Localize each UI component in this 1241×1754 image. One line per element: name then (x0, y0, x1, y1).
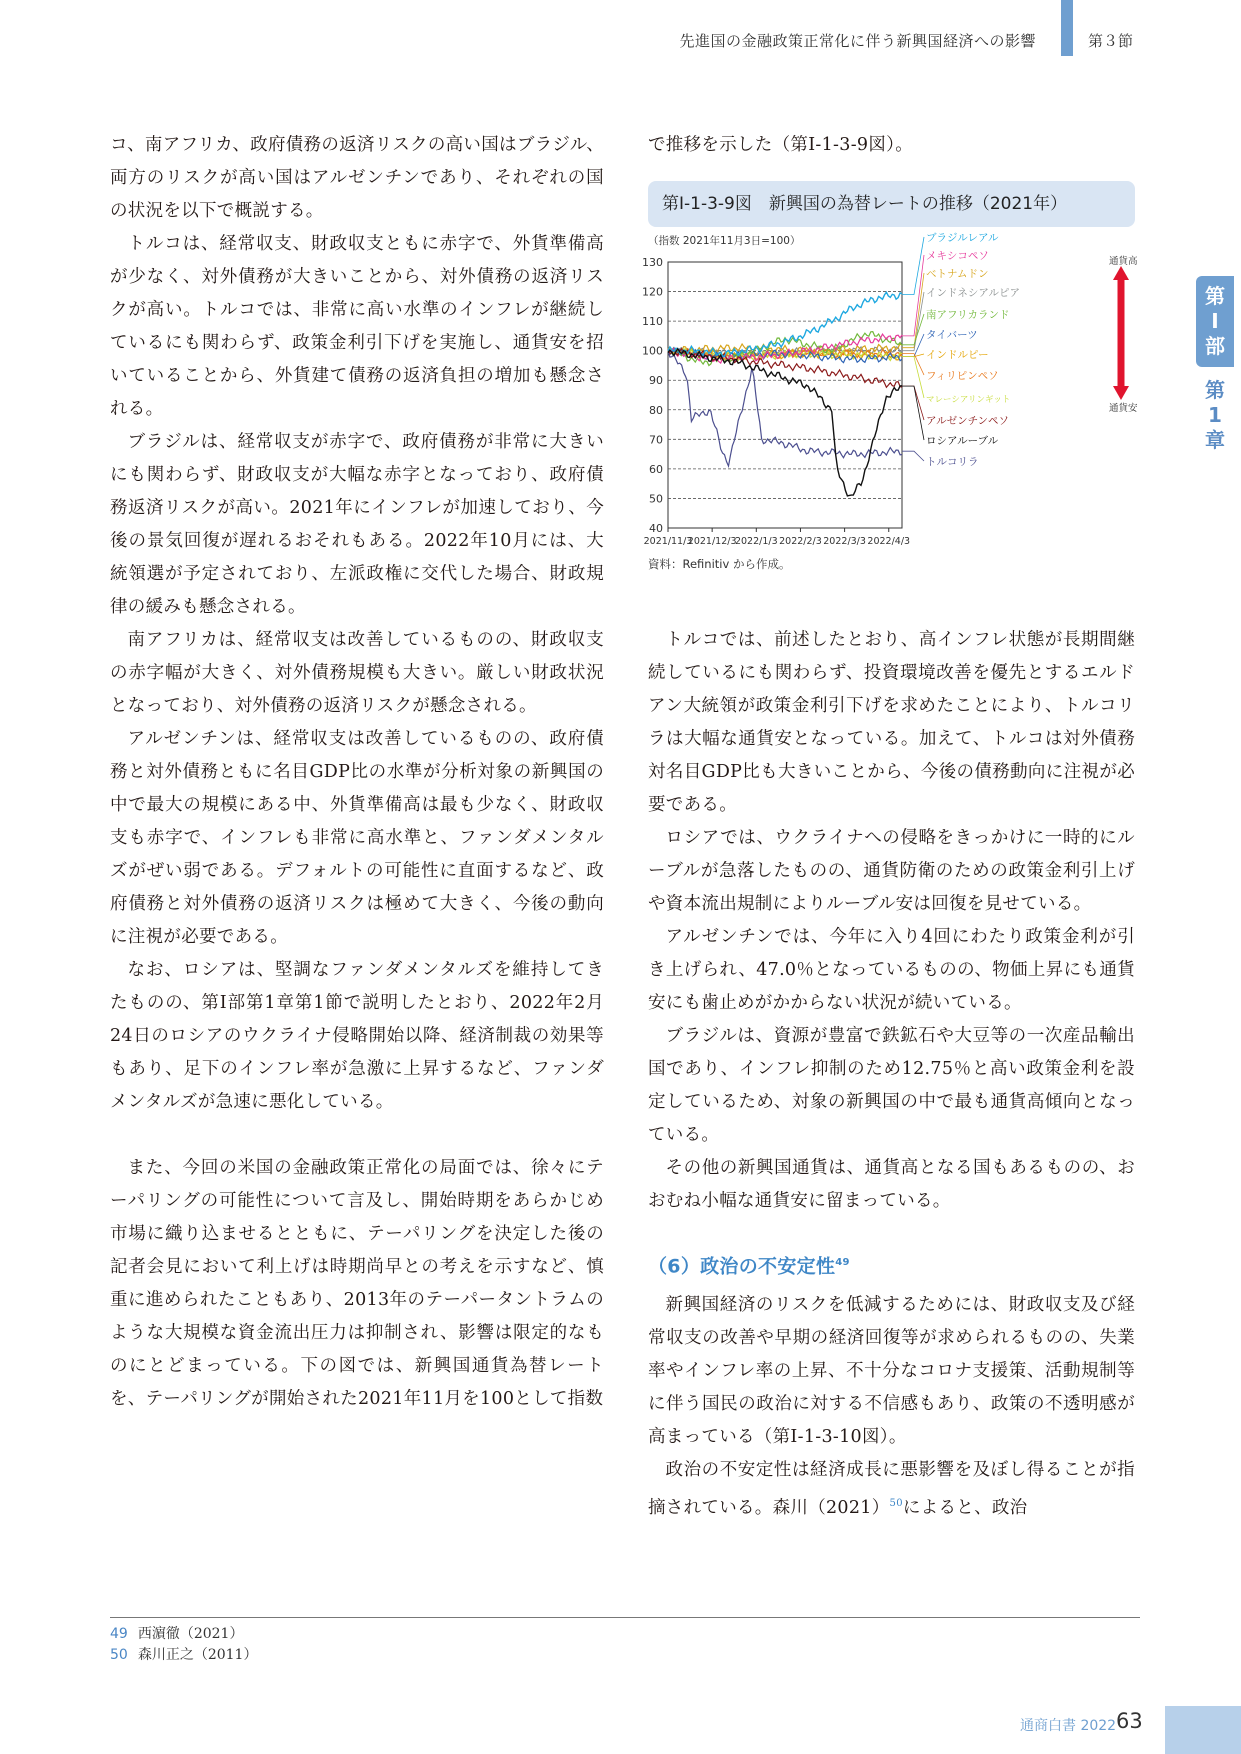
legend-label: メキシコペソ (926, 250, 989, 262)
y-tick-label: 70 (649, 433, 663, 447)
legend-leader (902, 237, 924, 295)
paragraph-text: トルコでは、前述したとおり、高インフレ状態が長期間継続しているにも関わらず、投資環境改善を優先とするエルドアン大統領が政策金利引下げを求めたことにより、トルコリラは大幅な通貨安となっている。加えて、トルコは対外債務対名目GDP比も大きいことから、今後の債務動向に注視が必要である。 (648, 630, 1135, 815)
footer-accent-bar (1165, 1706, 1241, 1754)
x-tick-label: 2022/3/3 (823, 536, 866, 547)
footnote-49 (110, 1623, 243, 1643)
paragraph-text: ブラジルは、資源が豊富で鉄鉱石や大豆等の一次産品輸出国であり、インフレ抑制のため12.75％と高い政策金利を設定しているため、対象の新興国の中で最も通貨高傾向となっている。 (648, 1026, 1135, 1145)
legend-label: ロシアルーブル (926, 435, 999, 447)
y-tick-label: 90 (649, 374, 663, 388)
paragraph (110, 624, 604, 723)
paragraph (110, 129, 604, 228)
paragraph-text: 政治の不安定性は経済成長に悪影響を及ぼし得ることが指摘されている。森川（2021） (648, 1460, 1135, 1519)
footnote-text: 西濵徹（2021） (137, 1626, 244, 1642)
paragraph (110, 723, 604, 954)
y-tick-label: 50 (649, 492, 663, 506)
running-header-title: 先進国の金融政策正常化に伴う新興国経済への影響 (679, 32, 1036, 50)
paragraph (648, 1152, 1135, 1218)
paragraph (648, 624, 1135, 822)
legend-label: ブラジルレアル (926, 232, 999, 244)
part-tab-char: Ⅰ (1211, 309, 1219, 333)
left-column (110, 129, 604, 1416)
legend-leader (902, 386, 924, 420)
legend-label: マレーシアリンギット (926, 395, 1011, 405)
y-tick-label: 40 (649, 522, 663, 535)
paragraph-text: ロシアでは、ウクライナへの侵略をきっかけに一時的にルーブルが急落したものの、通貨防衛のための政策金利引上げや資本流出規制によりルーブル安は回復を見せている。 (648, 828, 1135, 914)
part-tab (1196, 276, 1234, 367)
footnote-text: 森川正之（2011） (137, 1647, 258, 1663)
y-tick-label: 80 (649, 403, 663, 417)
legend-label: 南アフリカランド (926, 309, 1010, 321)
page-number: 63 (1116, 1709, 1143, 1733)
footnote-number: 49 (110, 1626, 128, 1642)
legend-label: タイバーツ (926, 329, 978, 341)
legend-label: インドルピー (926, 349, 989, 361)
paragraph (648, 921, 1135, 1020)
y-tick-label: 130 (642, 256, 663, 269)
figure-title: 第Ⅰ-1-3-9図 新興国の為替レートの推移（2021年） (648, 181, 1135, 227)
paragraph (110, 426, 604, 624)
running-header-section: 第３節 (1088, 32, 1134, 50)
legend-label: ベトナムドン (926, 268, 989, 280)
legend-leader (902, 386, 924, 440)
footnote-rule (110, 1617, 1140, 1618)
right-column (648, 624, 1135, 1525)
chapter-tab-char: 第 (1205, 378, 1225, 402)
section-heading (648, 1246, 1135, 1283)
paragraph-text: アルゼンチンでは、今年に入り4回にわたり政策金利が引き上げられ、47.0％となっているものの、物価上昇にも通貨安にも歯止めがかからない状況が続いている。 (648, 927, 1135, 1013)
x-tick-label: 2021/11/3 (643, 536, 693, 547)
chapter-tab (1196, 378, 1234, 453)
paragraph (648, 1020, 1135, 1152)
legend-label: フィリピンペソ (926, 370, 999, 382)
section-heading-text: （6）政治の不安定性 (648, 1255, 836, 1278)
arrow-head-down-icon (1113, 386, 1129, 400)
right-top-text (648, 129, 1135, 162)
legend-leader (902, 314, 924, 345)
paragraph-text: なお、ロシアは、堅調なファンダメンタルズを維持してきたものの、第Ⅰ部第1章第1節で説明したとおり、2022年2月24日のロシアのウクライナ侵略開始以降、経済制裁の効果等もあり、足下のインフレ率が急激に上昇するなど、ファンダメンタルズが急速に悪化している。 (110, 960, 604, 1112)
paragraph-text-tail: によると、政治 (902, 1498, 1028, 1519)
paragraph: で推移を示した（第Ⅰ-1-3-9図）。 (648, 135, 914, 155)
paragraph (648, 822, 1135, 921)
part-tab-char: 第 (1205, 284, 1225, 308)
paragraph (110, 228, 604, 426)
paragraph-text: コ、南アフリカ、政府債務の返済リスクの高い国はブラジル、両方のリスクが高い国はアルゼンチンであり、それぞれの国の状況を以下で概説する。 (110, 135, 604, 221)
y-tick-label: 100 (642, 344, 663, 358)
x-tick-label: 2022/1/3 (734, 536, 778, 547)
legend-label: インドネシアルピア (926, 287, 1020, 299)
y-tick-label: 60 (649, 462, 663, 476)
figure-source: 資料：Refinitiv から作成。 (648, 557, 791, 571)
legend-label: アルゼンチンペソ (926, 415, 1010, 427)
chapter-tab-char: 1 (1208, 403, 1222, 427)
footnote-number: 50 (110, 1647, 128, 1663)
paragraph-text: 新興国経済のリスクを低減するためには、財政収支及び経常収支の改善や早期の経済回復等が求められるものの、失業率やインフレ率の上昇、不十分なコロナ支援策、活動規制等に伴う国民の政治に対する不信感もあり、政策の不透明感が高まっている（第Ⅰ-1-3-10図）。 (648, 1295, 1135, 1448)
figure-caption: （指数 2021年11月3日=100） (648, 235, 801, 247)
footer-title: 通商白書 2022 (1020, 1718, 1117, 1734)
chapter-tab-char: 章 (1205, 428, 1225, 452)
y-tick-label: 110 (642, 315, 663, 329)
x-tick-label: 2022/4/3 (867, 536, 911, 547)
label-depreciation: 通貨安 (1109, 403, 1138, 414)
x-tick-label: 2022/2/3 (779, 536, 822, 547)
header-accent-bar (1061, 0, 1073, 56)
paragraph-text: その他の新興国通貨は、通貨高となる国もあるものの、おおむね小幅な通貨安に留まっている。 (648, 1158, 1135, 1211)
paragraph-text: 南アフリカは、経常収支は改善しているものの、財政収支の赤字幅が大きく、対外債務規模も大きい。厳しい財政状況となっており、対外債務の返済リスクが懸念される。 (110, 630, 604, 716)
y-tick-label: 120 (642, 285, 663, 299)
paragraph (648, 1289, 1135, 1454)
footnote-ref: 50 (889, 1498, 903, 1510)
label-appreciation: 通貨高 (1109, 256, 1138, 267)
legend-leader (902, 357, 924, 398)
paragraph (110, 1152, 604, 1416)
paragraph-text: トルコは、経常収支、財政収支ともに赤字で、外貨準備高が少なく、対外債務が大きいことから、対外債務の返済リスクが高い。トルコでは、非常に高い水準のインフレが継続しているにも関わらず、政策金利引下げを実施し、通貨安を招いていることから、外貨建て債務の返済負担の増加も懸念される。 (110, 234, 604, 419)
part-tab-char: 部 (1205, 334, 1225, 358)
arrow-head-up-icon (1113, 266, 1129, 280)
paragraph (648, 1454, 1135, 1525)
legend-leader (902, 451, 924, 461)
paragraph-text: ブラジルは、経常収支が赤字で、政府債務が非常に大きいにも関わらず、財政収支が大幅な赤字となっており、政府債務返済リスクが高い。2021年にインフレが加速しており、今後の景気回復が遅れるおそれもある。2022年10月には、大統領選が予定されており、左派政権に交代した場合、財政規律の緩みも懸念される。 (110, 432, 604, 617)
legend-label: トルコリラ (926, 456, 979, 468)
footnote-ref: 49 (835, 1257, 850, 1268)
paragraph (110, 954, 604, 1119)
x-tick-label: 2021/12/3 (687, 536, 737, 547)
paragraph-text: アルゼンチンは、経常収支は改善しているものの、政府債務と対外債務ともに名目GDP比の水準が分析対象の新興国の中で最大の規模にある中、外貨準備高は最も少なく、財政収支も赤字で、インフレも非常に高水準と、ファンダメンタルズがぜい弱である。デフォルトの可能性に直面するなど、政府債務と対外債務の返済リスクは極めて大きく、今後の動向に注視が必要である。 (110, 729, 604, 947)
paragraph-text: また、今回の米国の金融政策正常化の局面では、徐々にテーパリングの可能性について言及し、開始時期をあらかじめ市場に織り込ませるとともに、テーパリングを決定した後の記者会見において利上げは時期尚早との考えを示すなど、慎重に進められたこともあり、2013年のテーパータントラムのような大規模な資金流出圧力は抑制され、影響は限定的なものにとどまっている。下の図では、新興国通貨為替レートを、テーパリングが開始された2021年11月を100として指数 (110, 1158, 604, 1409)
footnote-50 (110, 1644, 257, 1664)
